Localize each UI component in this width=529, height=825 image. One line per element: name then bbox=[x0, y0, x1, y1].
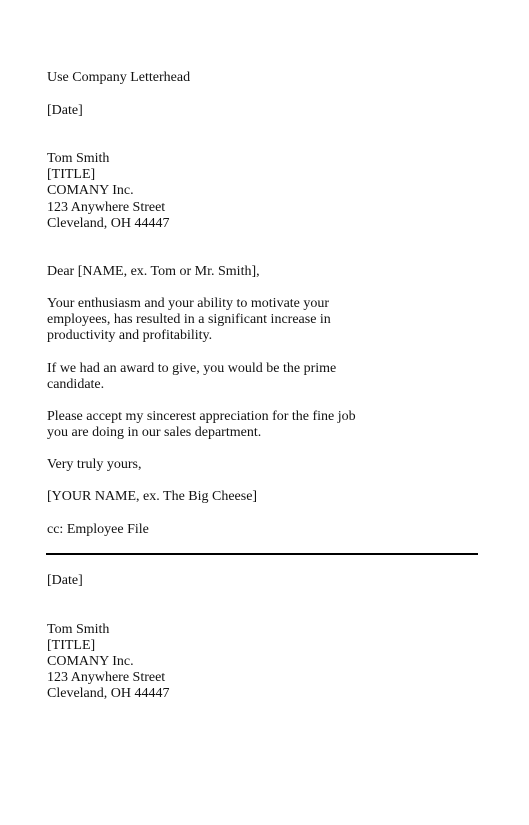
closing: Very truly yours, bbox=[47, 457, 142, 472]
paragraph-line: employees, has resulted in a significant increase in bbox=[47, 312, 331, 327]
envelope-name: Tom Smith bbox=[47, 622, 110, 637]
paragraph-line: you are doing in our sales department. bbox=[47, 425, 262, 440]
signature: [YOUR NAME, ex. The Big Cheese] bbox=[47, 489, 258, 504]
letterhead-note: Use Company Letterhead bbox=[47, 70, 191, 85]
paragraph-line: productivity and profitability. bbox=[47, 328, 213, 343]
paragraph-line: If we had an award to give, you would be the prime bbox=[47, 361, 337, 376]
salutation: Dear [NAME, ex. Tom or Mr. Smith], bbox=[47, 264, 260, 279]
envelope-street: 123 Anywhere Street bbox=[47, 670, 166, 685]
recipient-title: [TITLE] bbox=[47, 167, 96, 182]
paragraph-line: candidate. bbox=[47, 377, 105, 392]
envelope-date: [Date] bbox=[47, 573, 83, 588]
divider-rule bbox=[46, 553, 478, 555]
envelope-company: COMANY Inc. bbox=[47, 654, 134, 669]
letter-date: [Date] bbox=[47, 103, 83, 118]
recipient-name: Tom Smith bbox=[47, 151, 110, 166]
recipient-street: 123 Anywhere Street bbox=[47, 200, 166, 215]
paragraph-line: Your enthusiasm and your ability to motivate your bbox=[47, 296, 330, 311]
envelope-city: Cleveland, OH 44447 bbox=[47, 686, 170, 701]
envelope-title: [TITLE] bbox=[47, 638, 96, 653]
recipient-company: COMANY Inc. bbox=[47, 183, 134, 198]
paragraph-line: Please accept my sincerest appreciation for the fine job bbox=[47, 409, 356, 424]
recipient-city: Cleveland, OH 44447 bbox=[47, 216, 170, 231]
cc-line: cc: Employee File bbox=[47, 522, 149, 537]
